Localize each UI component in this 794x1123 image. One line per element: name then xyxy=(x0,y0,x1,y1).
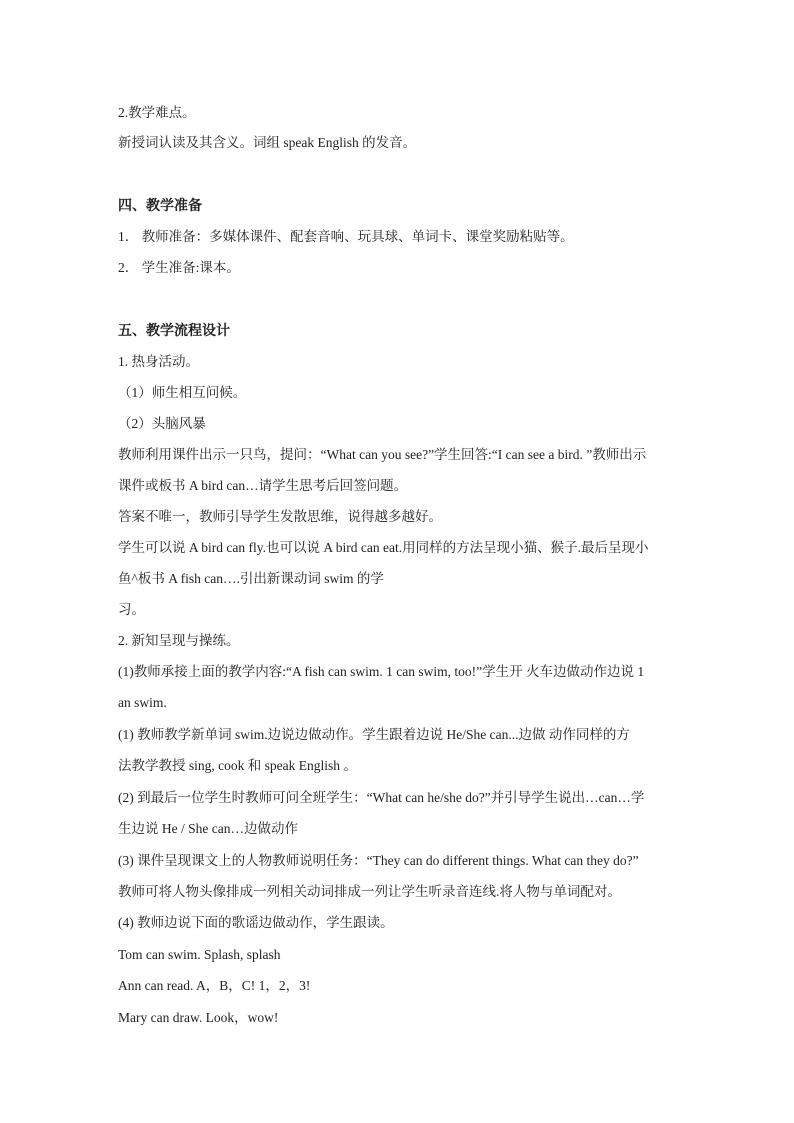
list-item: 2. 新知呈现与操练。 xyxy=(118,633,240,648)
paragraph: (3) 课件呈现课文上的人物教师说明任务：“They can do different things. What can they do?” xyxy=(118,853,639,868)
list-item: 2． 学生准备:课本。 xyxy=(118,260,240,275)
paragraph: (1) 教师教学新单词 swim.边说边做动作。学生跟着边说 He/She can...边做 动作同样的方 xyxy=(118,727,630,742)
paragraph: (2) 到最后一位学生时教师可问全班学生：“What can he/she do?”并引导学生说出…can…学 xyxy=(118,790,645,805)
section-heading: 四、教学准备 xyxy=(118,198,202,214)
paragraph: 课件或板书 A bird can…请学生思考后回签问题。 xyxy=(118,478,408,493)
rhyme-line: Ann can read. A，B，C! 1，2，3! xyxy=(118,978,311,993)
paragraph: 2.教学难点。 xyxy=(118,105,196,120)
list-item: （1）师生相互问候。 xyxy=(118,385,247,400)
paragraph: 答案不唯一，教师引导学生发散思维，说得越多越好。 xyxy=(118,509,442,524)
paragraph: 习。 xyxy=(118,602,145,617)
paragraph: 法教学教授 sing, cook 和 speak English 。 xyxy=(118,758,357,773)
paragraph: 教师利用课件出示一只鸟，提问：“What can you see?”学生回答:“I can see a bird. ”教师出示 xyxy=(118,447,647,462)
list-item: （2）头脑风暴 xyxy=(118,416,206,431)
section-heading: 五、教学流程设计 xyxy=(118,323,230,339)
paragraph: 新授词认读及其含义。词组 speak English 的发音。 xyxy=(118,135,417,150)
paragraph: an swim. xyxy=(118,695,167,710)
paragraph: (4) 教师边说下面的歌谣边做动作，学生跟读。 xyxy=(118,915,394,930)
rhyme-line: Tom can swim. Splash, splash xyxy=(118,947,281,962)
list-item: 1. 热身活动。 xyxy=(118,354,199,369)
paragraph: (1)教师承接上面的教学内容:“A fish can swim. 1 can swim, too!”学生开 火车边做动作边说 1 xyxy=(118,664,645,679)
paragraph: 鱼^板书 A fish can….引出新课动词 swim 的学 xyxy=(118,571,384,586)
paragraph: 学生可以说 A bird can fly.也可以说 A bird can eat.用同样的方法呈现小猫、猴子.最后呈现小 xyxy=(118,540,649,555)
list-item: 1． 教师准备：多媒体课件、配套音响、玩具球、单词卡、课堂奖励粘贴等。 xyxy=(118,229,574,244)
paragraph: 教师可将人物头像排成一列相关动词排成一列让学生听录音连线.将人物与单词配对。 xyxy=(118,884,621,899)
paragraph: 生边说 He / She can…边做动作 xyxy=(118,821,298,836)
rhyme-line: Mary can draw. Look，wow! xyxy=(118,1010,279,1025)
